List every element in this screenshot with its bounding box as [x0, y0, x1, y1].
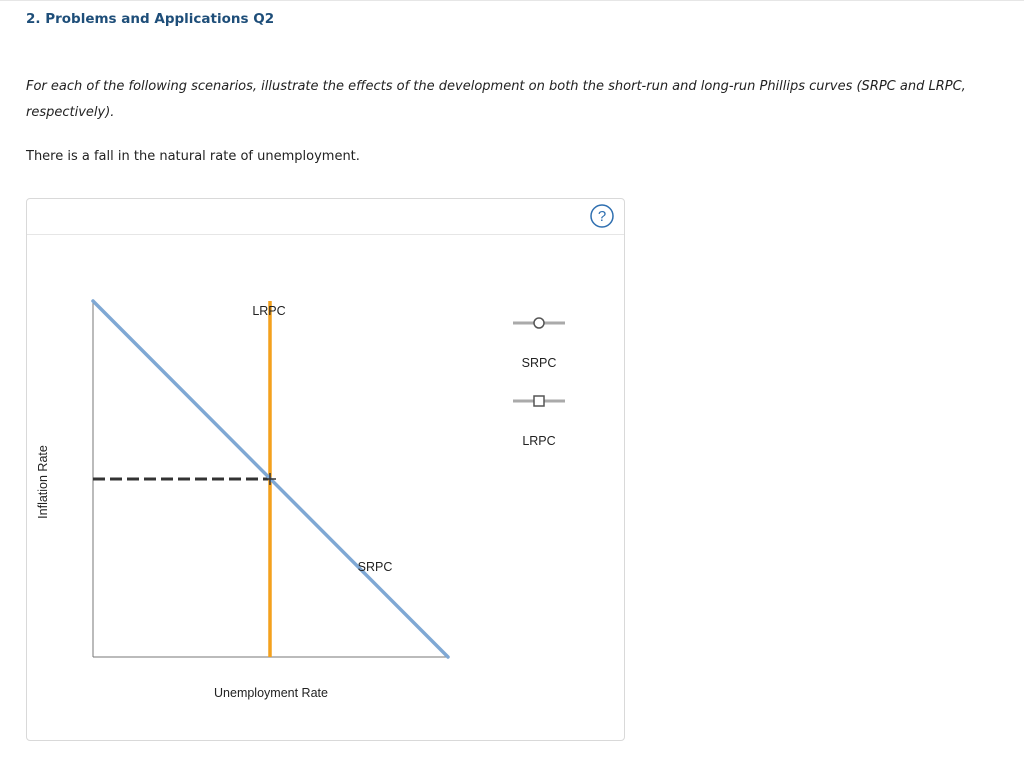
lrpc-tool-label: LRPC: [522, 434, 556, 448]
help-symbol: ?: [597, 208, 607, 225]
scenario-text: There is a fall in the natural rate of unemployment.: [26, 149, 360, 164]
question-heading: 2. Problems and Applications Q2: [26, 11, 275, 27]
palette-tool-srpc[interactable]: [513, 318, 565, 370]
x-axis-label: Unemployment Rate: [214, 686, 328, 700]
srpc-tool-label: SRPC: [521, 356, 557, 370]
lrpc-label: LRPC: [252, 304, 286, 318]
srpc-label: SRPC: [357, 560, 393, 574]
circle-marker-icon: [534, 318, 544, 328]
top-divider: [0, 0, 1024, 1]
graph-canvas: [27, 199, 624, 740]
y-axis-label: Inflation Rate: [36, 445, 50, 519]
square-marker-icon: [534, 396, 544, 406]
question-instructions: For each of the following scenarios, illustrate the effects of the development on both the short-run and long-run Phillips curves (SRPC and LRPC, respectively).: [26, 79, 966, 120]
palette-tool-lrpc[interactable]: [513, 396, 565, 448]
graph-panel: [26, 198, 625, 741]
